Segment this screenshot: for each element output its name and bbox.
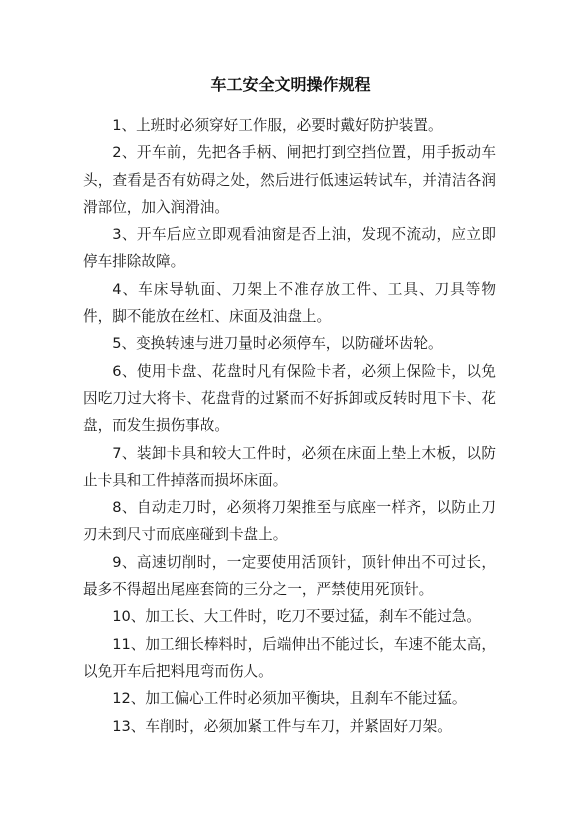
rule-paragraph-13: 13、车削时，必须加紧工件与车刀，并紧固好刀架。 (112, 717, 452, 735)
rule-paragraph-4: 4、车床导轨面、刀架上不准存放工件、工具、刀具等物件，脚不能放在丝杠、床面及油盘上。 (83, 280, 496, 326)
rule-paragraph-12: 12、加工偏心工件时必须加平衡块，且刹车不能过猛。 (112, 690, 467, 708)
rule-paragraph-6: 6、使用卡盘、花盘时凡有保险卡者，必须上保险卡，以免因吃刀过大将卡、花盘背的过紧而不好拆卸或反转时甩下卡、花盘，而发生损伤事故。 (83, 362, 496, 435)
rule-paragraph-1: 1、上班时必须穿好工作服，必要时戴好防护装置。 (112, 117, 443, 134)
rule-paragraph-11: 11、加工细长棒料时，后端伸出不能过长，车速不能太高，以免开车后把料甩弯而伤人。 (83, 635, 496, 680)
document-title: 车工安全文明操作规程 (210, 75, 371, 94)
rule-paragraph-9: 9、高速切削时，一定要使用活顶针，顶针伸出不可过长，最多不得超出尾座套筒的三分之一，严禁使用死顶针。 (83, 553, 496, 599)
rule-paragraph-2: 2、开车前，先把各手柄、闸把打到空挡位置，用手扳动车头，查看是否有妨碍之处，然后进行低速运转试车，并清洁各润滑部位，加入润滑油。 (83, 144, 496, 216)
document-body (83, 112, 496, 740)
rule-paragraph-8: 8、自动走刀时，必须将刀架推至与底座一样齐，以防止刀刃未到尺寸而底座碰到卡盘上。 (83, 499, 496, 544)
rule-paragraph-10: 10、加工长、大工件时，吃刀不要过猛，刹车不能过急。 (112, 608, 482, 626)
rule-paragraph-5: 5、变换转速与进刀量时必须停车，以防碰坏齿轮。 (112, 335, 443, 353)
rule-paragraph-7: 7、装卸卡具和较大工件时，必须在床面上垫上木板，以防止卡具和工件掉落而损坏床面。 (83, 444, 496, 489)
rule-paragraph-3: 3、开车后应立即观看油窗是否上油，发现不流动，应立即停车排除故障。 (83, 226, 496, 271)
